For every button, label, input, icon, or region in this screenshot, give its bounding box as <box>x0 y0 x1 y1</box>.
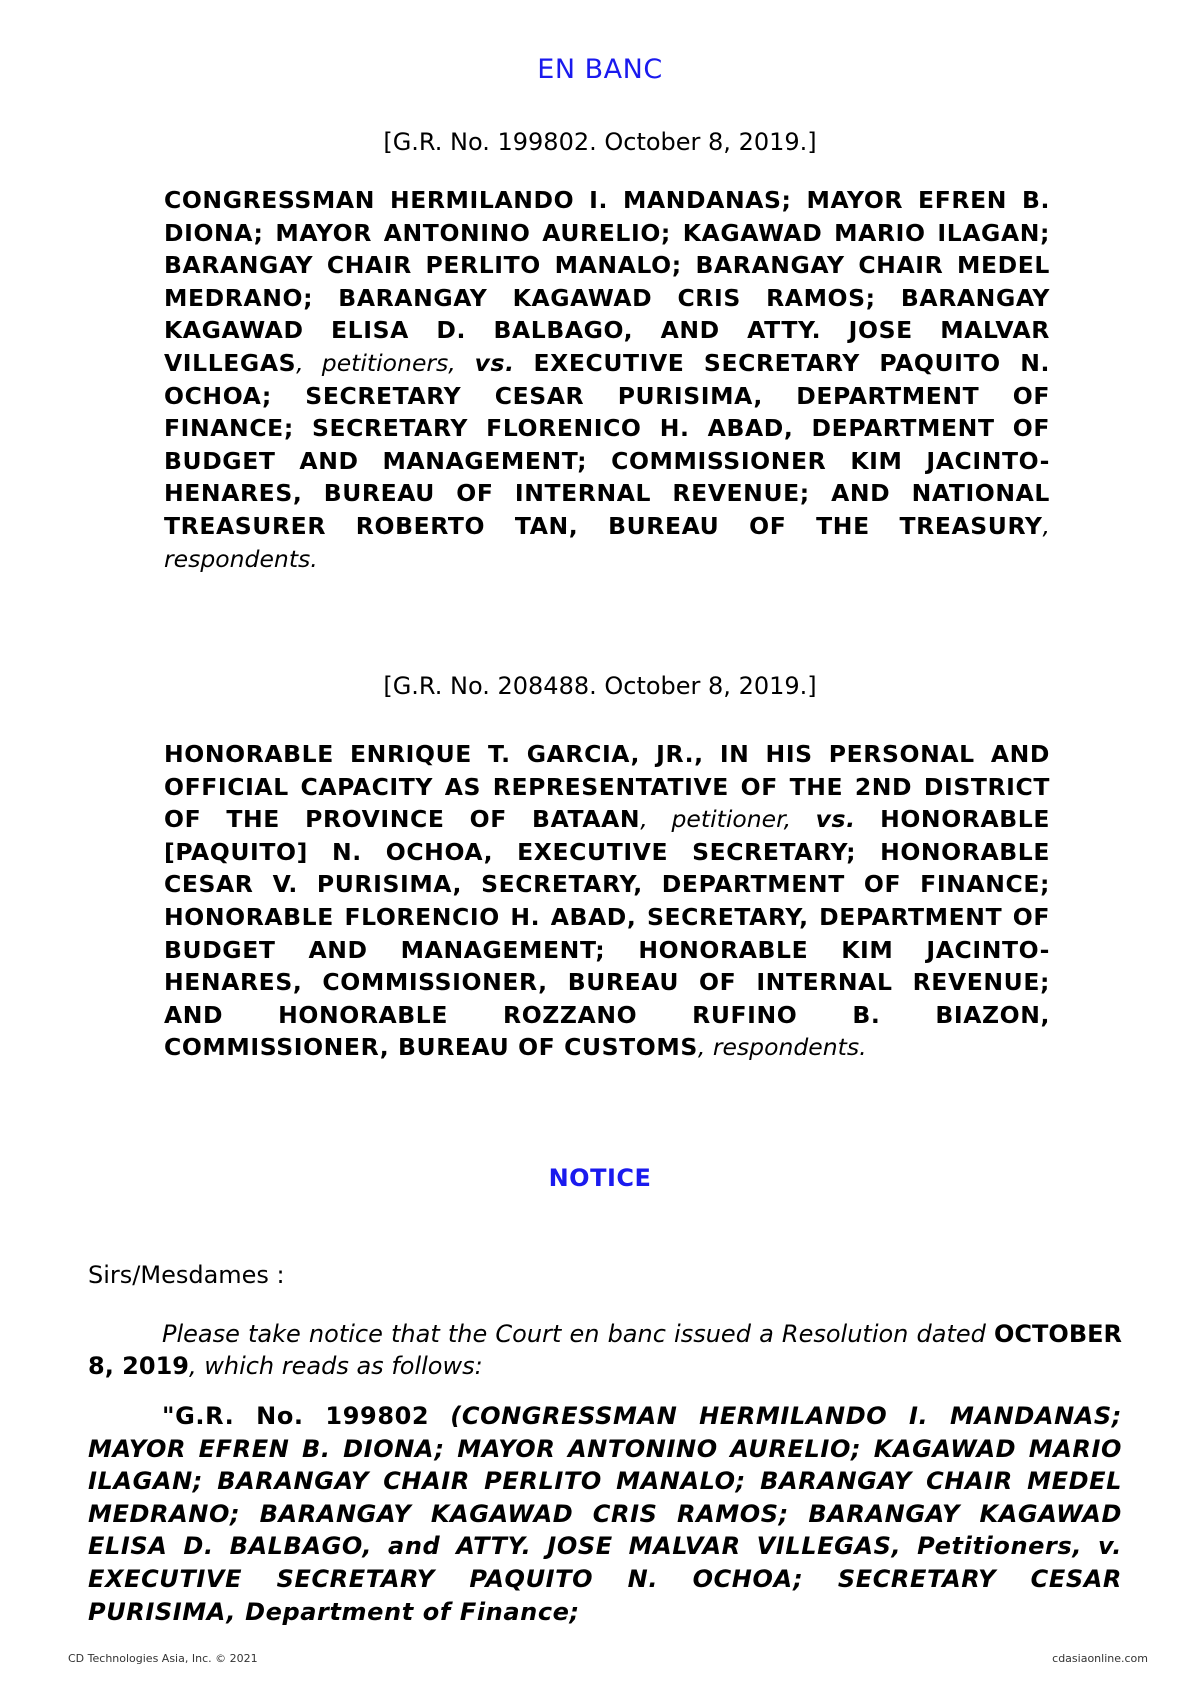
court-division-heading: EN BANC <box>537 54 663 85</box>
quote-case-title: (CONGRESSMAN HERMILANDO I. MANDANAS; MAYOR EFREN B. DIONA; MAYOR ANTONINO AURELIO; KAGAWAD MARIO ILAGAN; BARANGAY CHAIR PERLITO MANALO; BARANGAY CHAIR MEDEL MEDRANO; BARANGAY KAGAWAD CRIS RAMOS; BARANGAY KAGAWAD ELISA D. BALBAGO, and ATTY. JOSE MALVAR VILLEGAS, Petitioners, v. EXECUTIVE SECRETARY PAQUITO N. OCHOA; SECRETARY CESAR PURISIMA, Department of Finance; <box>88 1402 1123 1626</box>
case-1-versus: vs. <box>474 348 515 377</box>
notice-intro-text: Please take notice that the Court en banc issued a Resolution dated <box>162 1320 986 1348</box>
case-2-petitioners: HONORABLE ENRIQUE T. GARCIA, JR., IN HIS PERSONAL AND OFFICIAL CAPACITY AS REPRESENTATIVE OF THE 2ND DISTRICT OF THE PROVINCE OF BATAAN <box>164 740 1050 834</box>
case-1-respondent-role: , respondents. <box>164 511 1050 573</box>
notice-heading: NOTICE <box>548 1164 652 1192</box>
footer-copyright: CD Technologies Asia, Inc. © 2021 <box>68 1652 258 1665</box>
case-2-petitioner-role: , petitioner, <box>640 805 792 834</box>
resolution-quote-paragraph <box>88 1400 1122 1628</box>
quote-gr-number: "G.R. No. 199802 <box>162 1402 430 1430</box>
notice-intro-tail: , which reads as follows: <box>188 1352 483 1381</box>
footer-site: cdasiaonline.com <box>1052 1652 1148 1665</box>
salutation: Sirs/Mesdames : <box>88 1261 285 1289</box>
gr-number-case-1: [G.R. No. 199802. October 8, 2019.] <box>383 128 817 156</box>
case-1-petitioners: CONGRESSMAN HERMILANDO I. MANDANAS; MAYOR EFREN B. DIONA; MAYOR ANTONINO AURELIO; KAGAWAD MARIO ILAGAN; BARANGAY CHAIR PERLITO MANALO; BARANGAY CHAIR MEDEL MEDRANO; BARANGAY KAGAWAD CRIS RAMOS; BARANGAY KAGAWAD ELISA D. BALBAGO, AND ATTY. JOSE MALVAR VILLEGAS <box>164 186 1050 377</box>
case-2-versus: vs. <box>815 805 856 834</box>
resolution-date: OCTOBER 8, 2019 <box>88 1320 1122 1381</box>
notice-intro-paragraph <box>88 1318 1122 1383</box>
gr-number-case-2: [G.R. No. 208488. October 8, 2019.] <box>383 672 817 700</box>
case-2-respondents: HONORABLE [PAQUITO] N. OCHOA, EXECUTIVE SECRETARY; HONORABLE CESAR V. PURISIMA, SECRETARY, DEPARTMENT OF FINANCE; HONORABLE FLORENCIO H. ABAD, SECRETARY, DEPARTMENT OF BUDGET AND MANAGEMENT; HONORABLE KIM JACINTO-HENARES, COMMISSIONER, BUREAU OF INTERNAL REVENUE; AND HONORABLE ROZZANO RUFINO B. BIAZON, COMMISSIONER, BUREAU OF CUSTOMS <box>164 805 1050 1062</box>
case-2-caption <box>164 738 1050 1064</box>
case-2-respondent-role: , respondents. <box>697 1033 867 1062</box>
case-1-petitioner-role: , petitioners, <box>296 348 456 377</box>
case-1-caption <box>164 184 1050 575</box>
case-1-respondents: EXECUTIVE SECRETARY PAQUITO N. OCHOA; SECRETARY CESAR PURISIMA, DEPARTMENT OF FINANCE; SECRETARY FLORENICO H. ABAD, DEPARTMENT OF BUDGET AND MANAGEMENT; COMMISSIONER KIM JACINTO-HENARES, BUREAU OF INTERNAL REVENUE; AND NATIONAL TREASURER ROBERTO TAN, BUREAU OF THE TREASURY <box>164 348 1051 540</box>
